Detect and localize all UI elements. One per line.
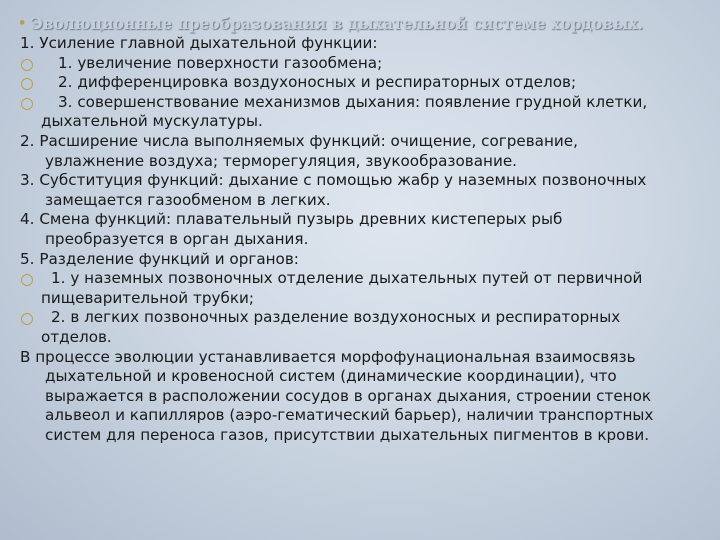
ring-bullet-icon <box>21 59 33 71</box>
list-item-4: 4. Смена функций: плавательный пузырь древних кистеперых рыб преобразуется в орган дыхания. <box>20 210 563 248</box>
ring-bullet-icon <box>21 78 33 90</box>
slide-heading <box>18 12 700 34</box>
list-item-3: 3. Субституция функций: дыхание с помощью жабр у наземных позвоночных замещается газообменом в легких. <box>20 171 647 209</box>
sub-item-5: 2. в легких позвоночных разделение воздухоносных и респираторных отделов. <box>20 308 700 347</box>
list-item-5: 5. Разделение функций и органов: <box>20 249 299 268</box>
ring-bullet-icon <box>21 313 33 325</box>
ring-bullet-icon <box>21 98 33 110</box>
sub-item-4: 1. у наземных позвоночных отделение дыхательных путей от первичной пищеварительной трубки; <box>20 269 700 308</box>
sub-item-1: 1. увеличение поверхности газообмена; <box>20 54 700 74</box>
ring-bullet-icon <box>21 274 33 286</box>
summary-paragraph: В процессе эволюции устанавливается морфофунациональная взаимосвязь дыхательной и кровеносной систем (динамические координации), что выражается в расположении сосудов в органах дыхания, строении стенок альвеол и капилляров (аэро-гематический барьер), наличии транспортных систем для переноса газов, присутствии дыхательных пигментов в крови. <box>20 347 654 444</box>
sub-item-2: 2. дифференцировка воздухоносных и респираторных отделов; <box>20 73 700 93</box>
sub-item-3: 3. совершенствование механизмов дыхания: появление грудной клетки, дыхательной мускулатуры. <box>20 93 700 132</box>
slide-heading-text: Эволюционные преобразования в дыхательной системе хордовых. <box>30 13 644 33</box>
list-item-1: 1. Усиление главной дыхательной функции: <box>20 34 378 52</box>
list-item-2: 2. Расширение числа выполняемых функций: очищение, согревание, увлажнение воздуха; терморегуляция, звукообразование. <box>20 131 578 170</box>
bullet-dot-icon: • <box>18 15 27 31</box>
